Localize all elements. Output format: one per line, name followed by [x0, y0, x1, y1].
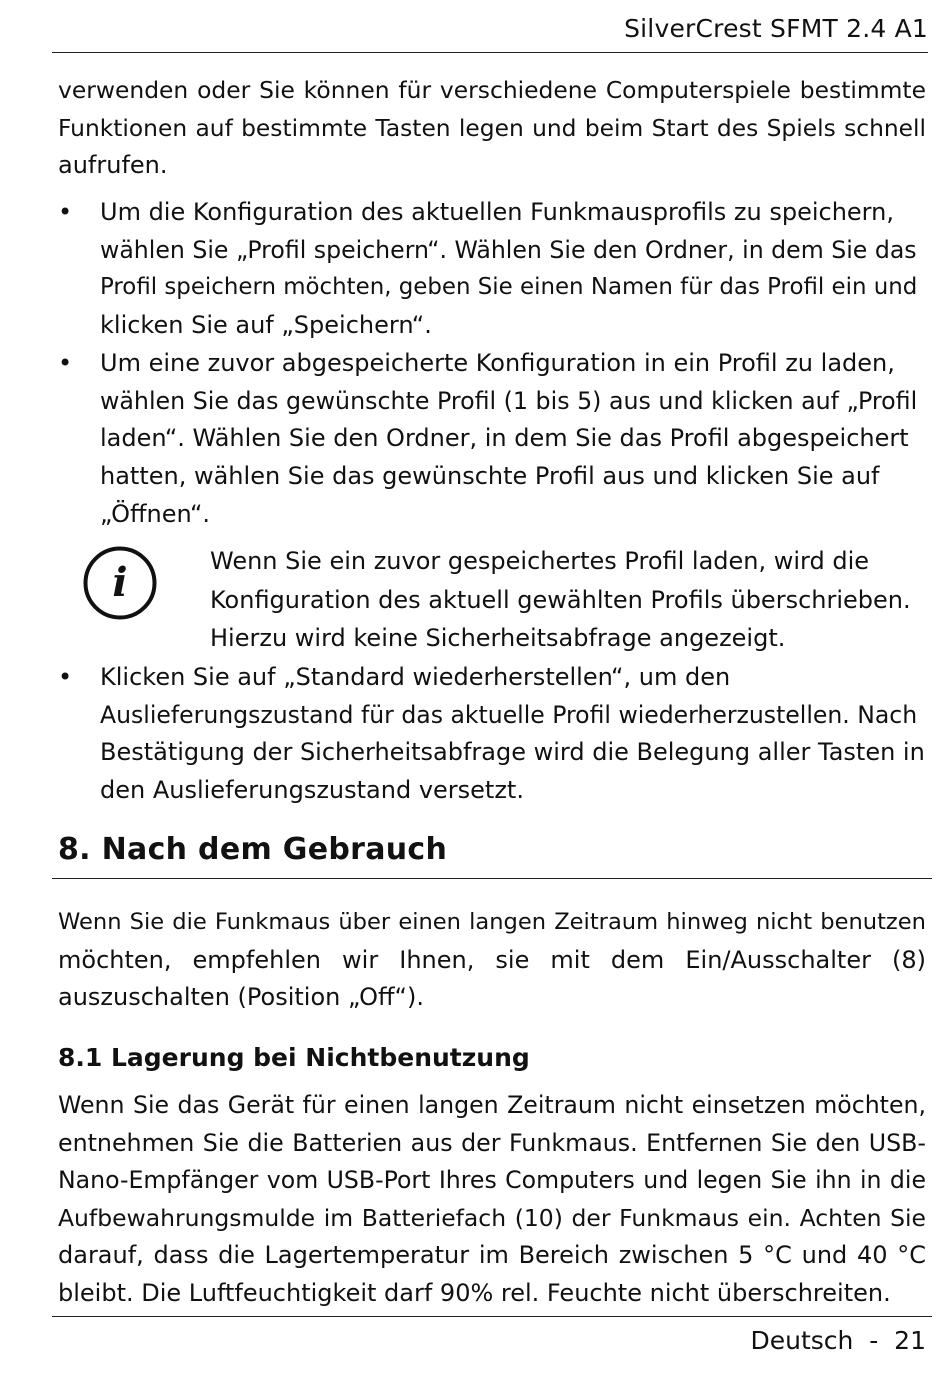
page-number: Deutsch - 21: [750, 1326, 926, 1355]
info-icon-letter: i: [112, 559, 128, 606]
list-item-text: [100, 659, 926, 810]
list-item-text: [100, 345, 926, 534]
text-line: Wenn Sie ein zuvor gespeichertes Profil laden, wird die: [210, 547, 870, 575]
bullet-icon: •: [58, 349, 73, 377]
text-line: Hierzu wird keine Sicherheitsabfrage angezeigt.: [210, 624, 786, 652]
subsection-heading: 8.1 Lagerung bei Nichtbenutzung: [58, 1043, 530, 1072]
info-icon: [82, 545, 158, 621]
text-line: Auslieferungszustand für das aktuelle Profil wiederherzustellen. Nach: [100, 700, 918, 729]
text-line: Um eine zuvor abgespeicherte Konfiguration in ein Profil zu laden,: [100, 349, 895, 377]
text-line: bleibt. Die Luftfeuchtigkeit darf 90% rel. Feuchte nicht überschreiten.: [58, 1278, 891, 1307]
subsection-paragraph: [58, 1087, 926, 1312]
text-line: aufrufen.: [58, 151, 168, 179]
text-line: Nano-Empfänger vom USB-Port Ihres Computers und legen Sie ihn in die: [58, 1166, 926, 1194]
intro-paragraph: [58, 72, 926, 185]
bullet-icon: •: [58, 663, 73, 691]
text-line: hatten, wählen Sie das gewünschte Profil aus und klicken Sie auf: [100, 462, 880, 491]
text-line: laden“. Wählen Sie den Ordner, in dem Sie das Profil abgespeichert: [100, 424, 909, 453]
text-line: verwenden oder Sie können für verschiedene Computerspiele bestimmte: [58, 76, 926, 104]
section-paragraph: [58, 904, 926, 1017]
text-line: Wenn Sie die Funkmaus über einen langen Zeitraum hinweg nicht benutzen: [58, 909, 926, 935]
text-line: darauf, dass die Lagertemperatur im Bereich zwischen 5 °C und 40 °C: [58, 1241, 926, 1269]
text-line: auszuschalten (Position „Off“).: [58, 983, 424, 1011]
text-line: Funktionen auf bestimmte Tasten legen und beim Start des Spiels schnell: [58, 113, 926, 142]
list-item-text: [100, 194, 926, 345]
text-line: Wenn Sie das Gerät für einen langen Zeitraum nicht einsetzen möchten,: [58, 1091, 926, 1119]
note-text: [210, 542, 928, 658]
text-line: klicken Sie auf „Speichern“.: [100, 311, 432, 340]
page-header: [52, 10, 928, 53]
footer-divider: [52, 1316, 932, 1317]
section-heading: 8. Nach dem Gebrauch: [58, 832, 448, 867]
text-line: „Öffnen“.: [100, 499, 211, 528]
heading-divider: [52, 878, 932, 879]
bullet-icon: •: [58, 198, 73, 226]
text-line: Klicken Sie auf „Standard wiederherstellen“, um den: [100, 663, 731, 691]
text-line: Profil speichern möchten, geben Sie einen Namen für das Profil ein und: [100, 274, 918, 301]
text-line: entnehmen Sie die Batterien aus der Funkmaus. Entfernen Sie den USB-: [58, 1128, 926, 1157]
text-line: Konfiguration des aktuell gewählten Profils überschrieben.: [210, 585, 911, 614]
text-line: möchten, empfehlen wir Ihnen, sie mit dem Ein/Ausschalter (8): [58, 945, 926, 974]
document-title: SilverCrest SFMT 2.4 A1: [624, 14, 928, 43]
text-line: den Auslieferungszustand versetzt.: [100, 776, 524, 805]
text-line: Aufbewahrungsmulde im Batteriefach (10) der Funkmaus ein. Achten Sie: [58, 1203, 926, 1232]
text-line: Um die Konfiguration des aktuellen Funkmausprofils zu speichern,: [100, 198, 894, 226]
text-line: wählen Sie das gewünschte Profil (1 bis 5) aus und klicken auf „Profil: [100, 386, 918, 415]
text-line: wählen Sie „Profil speichern“. Wählen Sie den Ordner, in dem Sie das: [100, 235, 917, 264]
text-line: Bestätigung der Sicherheitsabfrage wird die Belegung aller Tasten in: [100, 738, 925, 767]
